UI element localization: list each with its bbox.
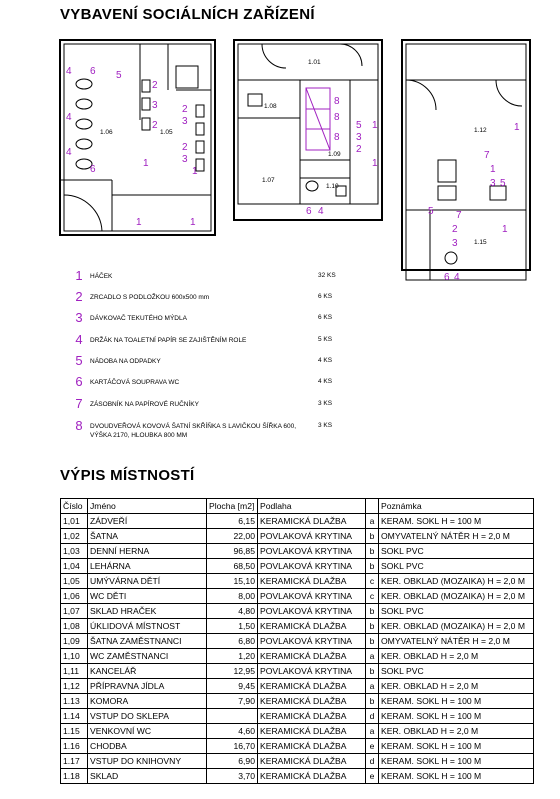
table-cell: 68,50 — [207, 559, 258, 574]
legend-quantity: 3 KS — [318, 400, 333, 407]
table-cell: SKLAD — [88, 769, 207, 784]
legend-quantity: 4 KS — [318, 378, 333, 385]
table-cell: WC ZAMĚSTNANCI — [88, 649, 207, 664]
svg-text:3: 3 — [452, 238, 458, 249]
table-cell: KERAM. SOKL H = 100 M — [379, 739, 534, 754]
legend-item — [70, 420, 370, 446]
svg-text:3: 3 — [356, 132, 362, 143]
table-cell: c — [366, 574, 379, 589]
table-cell: KERAMICKÁ DLAŽBA — [258, 724, 366, 739]
legend-number: 1 — [75, 268, 83, 283]
table-cell: 1.15 — [61, 724, 88, 739]
table-cell: 1.18 — [61, 769, 88, 784]
svg-text:1: 1 — [372, 158, 378, 169]
table-cell: a — [366, 514, 379, 529]
table-cell: 22,00 — [207, 529, 258, 544]
table-cell: 1.16 — [61, 739, 88, 754]
table-cell: KERAMICKÁ DLAŽBA — [258, 754, 366, 769]
table-cell: LEHÁRNA — [88, 559, 207, 574]
table-cell: KERAMICKÁ DLAŽBA — [258, 514, 366, 529]
legend-item — [70, 355, 370, 373]
table-cell: SOKL PVC — [379, 559, 534, 574]
table-cell: b — [366, 694, 379, 709]
table-cell: PŘÍPRAVNA JÍDLA — [88, 679, 207, 694]
table-cell: c — [366, 589, 379, 604]
table-cell: b — [366, 619, 379, 634]
room-label-106: 1.06 — [100, 129, 113, 136]
header-cell: Jméno — [88, 499, 207, 514]
table-cell: b — [366, 604, 379, 619]
table-cell: KERAMICKÁ DLAŽBA — [258, 619, 366, 634]
legend-description: HÁČEK — [90, 273, 113, 280]
equipment-title: VYBAVENÍ SOCIÁLNÍCH ZAŘÍZENÍ — [60, 6, 315, 23]
table-row — [61, 694, 534, 709]
table-cell: d — [366, 709, 379, 724]
table-cell: ZÁDVEŘÍ — [88, 514, 207, 529]
table-cell: 1,12 — [61, 679, 88, 694]
table-cell: 7,90 — [207, 694, 258, 709]
svg-text:1: 1 — [514, 122, 520, 133]
table-cell: a — [366, 679, 379, 694]
legend-quantity: 5 KS — [318, 336, 333, 343]
svg-text:2: 2 — [152, 80, 158, 91]
table-cell: KERAMICKÁ DLAŽBA — [258, 574, 366, 589]
table-row — [61, 724, 534, 739]
svg-text:5: 5 — [116, 70, 122, 81]
legend-number: 7 — [75, 396, 83, 411]
svg-text:1: 1 — [192, 166, 198, 177]
table-cell: POVLAKOVÁ KRYTINA — [258, 634, 366, 649]
table-row — [61, 679, 534, 694]
table-cell: 1,07 — [61, 604, 88, 619]
legend-quantity: 4 KS — [318, 357, 333, 364]
legend-number: 3 — [75, 310, 83, 325]
svg-text:3: 3 — [182, 154, 188, 165]
legend-quantity: 32 KS — [318, 272, 336, 279]
svg-text:6: 6 — [90, 164, 96, 175]
table-row — [61, 589, 534, 604]
table-cell: DENNÍ HERNA — [88, 544, 207, 559]
room-label-108: 1.08 — [264, 103, 277, 110]
table-cell: SKLAD HRAČEK — [88, 604, 207, 619]
table-cell: 1,11 — [61, 664, 88, 679]
svg-text:1: 1 — [502, 224, 508, 235]
svg-text:8: 8 — [334, 112, 340, 123]
table-cell: 6,15 — [207, 514, 258, 529]
table-cell: 4,60 — [207, 724, 258, 739]
svg-text:8: 8 — [334, 96, 340, 107]
table-cell: OMYVATELNÝ NÁTĚR H = 2,0 M — [379, 634, 534, 649]
svg-text:2: 2 — [152, 120, 158, 131]
table-cell: ŠATNA — [88, 529, 207, 544]
table-cell: KERAM. SOKL H = 100 M — [379, 769, 534, 784]
table-cell — [207, 709, 258, 724]
table-cell: KERAMICKÁ DLAŽBA — [258, 769, 366, 784]
table-cell: b — [366, 664, 379, 679]
table-cell: KERAMICKÁ DLAŽBA — [258, 649, 366, 664]
table-row — [61, 664, 534, 679]
legend-description: ZRCADLO S PODLOŽKOU 600x500 mm — [90, 294, 210, 301]
table-cell: KERAM. SOKL H = 100 M — [379, 694, 534, 709]
table-cell: KANCELÁŘ — [88, 664, 207, 679]
table-cell: SOKL PVC — [379, 664, 534, 679]
table-cell: KER. OBKLAD (MOZAIKA) H = 2,0 M — [379, 574, 534, 589]
table-cell: 96,85 — [207, 544, 258, 559]
svg-text:4: 4 — [454, 272, 460, 283]
legend-description: DÁVKOVAČ TEKUTÉHO MÝDLA — [90, 315, 187, 322]
table-cell: KOMORA — [88, 694, 207, 709]
svg-text:2: 2 — [356, 144, 362, 155]
table-row — [61, 739, 534, 754]
table-cell: d — [366, 754, 379, 769]
table-cell: 1,20 — [207, 649, 258, 664]
table-cell: KER. OBKLAD H = 2,0 M — [379, 679, 534, 694]
table-cell: ÚKLIDOVÁ MÍSTNOST — [88, 619, 207, 634]
table-cell: KER. OBKLAD H = 2,0 M — [379, 649, 534, 664]
table-cell: 1,08 — [61, 619, 88, 634]
table-cell: VENKOVNÍ WC — [88, 724, 207, 739]
svg-text:3: 3 — [152, 100, 158, 111]
legend-item — [70, 291, 370, 309]
table-cell: POVLAKOVÁ KRYTINA — [258, 604, 366, 619]
svg-text:5: 5 — [428, 206, 434, 217]
table-cell: KERAMICKÁ DLAŽBA — [258, 679, 366, 694]
svg-text:2: 2 — [182, 142, 188, 153]
table-cell: VSTUP DO SKLEPA — [88, 709, 207, 724]
table-cell: 8,00 — [207, 589, 258, 604]
table-cell: SOKL PVC — [379, 604, 534, 619]
legend-description: ZÁSOBNÍK NA PAPÍROVÉ RUČNÍKY — [90, 401, 199, 408]
table-cell: WC DĚTI — [88, 589, 207, 604]
legend-number: 2 — [75, 289, 83, 304]
svg-text:3: 3 — [182, 116, 188, 127]
table-cell: 1,03 — [61, 544, 88, 559]
table-cell: 12,95 — [207, 664, 258, 679]
table-cell: b — [366, 529, 379, 544]
table-cell: 1,09 — [61, 634, 88, 649]
legend-item — [70, 312, 370, 330]
svg-text:4: 4 — [66, 66, 72, 77]
legend-item — [70, 398, 370, 416]
legend-quantity: 6 KS — [318, 293, 333, 300]
table-cell: 9,45 — [207, 679, 258, 694]
header-cell: Podlaha — [258, 499, 366, 514]
plan-3-outline — [402, 40, 530, 270]
room-label-101: 1.01 — [308, 59, 321, 66]
legend-description: DRŽÁK NA TOALETNÍ PAPÍR SE ZAJIŠTĚNÍM ROLE — [90, 337, 247, 344]
svg-text:6: 6 — [306, 206, 312, 217]
table-cell: 1,50 — [207, 619, 258, 634]
table-cell: 1.17 — [61, 754, 88, 769]
legend-number: 5 — [75, 353, 83, 368]
table-cell: POVLAKOVÁ KRYTINA — [258, 559, 366, 574]
table-cell: 3,70 — [207, 769, 258, 784]
table-cell: b — [366, 559, 379, 574]
table-cell: KER. OBKLAD (MOZAIKA) H = 2,0 M — [379, 619, 534, 634]
table-row — [61, 619, 534, 634]
svg-text:4: 4 — [66, 147, 72, 158]
header-cell: Poznámka — [379, 499, 534, 514]
legend-quantity: 6 KS — [318, 314, 333, 321]
table-cell: SOKL PVC — [379, 544, 534, 559]
table-cell: e — [366, 739, 379, 754]
rooms-table — [60, 498, 534, 784]
legend-quantity: 3 KS — [318, 422, 333, 429]
table-row — [61, 529, 534, 544]
table-row — [61, 709, 534, 724]
table-row — [61, 574, 534, 589]
svg-text:5: 5 — [500, 178, 506, 189]
table-row — [61, 544, 534, 559]
table-cell: e — [366, 769, 379, 784]
equipment-markers — [66, 66, 520, 283]
svg-text:7: 7 — [484, 150, 490, 161]
legend-item — [70, 270, 370, 288]
svg-text:7: 7 — [456, 210, 462, 221]
legend-item — [70, 376, 370, 394]
svg-text:8: 8 — [334, 132, 340, 143]
svg-text:4: 4 — [66, 112, 72, 123]
svg-text:5: 5 — [356, 120, 362, 131]
room-label-110: 1.10 — [326, 183, 339, 190]
table-row — [61, 634, 534, 649]
svg-text:2: 2 — [452, 224, 458, 235]
svg-text:1: 1 — [136, 217, 142, 228]
svg-text:1: 1 — [372, 120, 378, 131]
table-cell: POVLAKOVÁ KRYTINA — [258, 664, 366, 679]
table-row — [61, 514, 534, 529]
table-cell: KER. OBKLAD (MOZAIKA) H = 2,0 M — [379, 589, 534, 604]
table-cell: 1,01 — [61, 514, 88, 529]
table-cell: 1.13 — [61, 694, 88, 709]
svg-text:2: 2 — [182, 104, 188, 115]
legend-description: DVOUDVEŘOVÁ KOVOVÁ ŠATNÍ SKŘÍŇKA S LAVIČKOU ŠÍŘKA 600, VÝŠKA 2170, HLOUBKA 800 MM — [90, 423, 297, 439]
table-cell: POVLAKOVÁ KRYTINA — [258, 544, 366, 559]
room-label-105: 1.05 — [160, 129, 173, 136]
svg-text:6: 6 — [444, 272, 450, 283]
room-label-112: 1.12 — [474, 127, 487, 134]
table-cell: a — [366, 724, 379, 739]
rooms-title: VÝPIS MÍSTNOSTÍ — [60, 467, 195, 484]
table-cell: b — [366, 634, 379, 649]
table-cell: KERAMICKÁ DLAŽBA — [258, 709, 366, 724]
table-cell: KERAM. SOKL H = 100 M — [379, 754, 534, 769]
table-cell: 1.14 — [61, 709, 88, 724]
table-cell: b — [366, 544, 379, 559]
legend-number: 8 — [75, 418, 83, 433]
table-cell: 1,10 — [61, 649, 88, 664]
table-cell: KERAMICKÁ DLAŽBA — [258, 694, 366, 709]
svg-text:1: 1 — [190, 217, 196, 228]
svg-text:1: 1 — [143, 158, 149, 169]
table-cell: KERAM. SOKL H = 100 M — [379, 709, 534, 724]
room-label-109: 1.09 — [328, 151, 341, 158]
svg-text:6: 6 — [90, 66, 96, 77]
table-row — [61, 559, 534, 574]
table-cell: 1,05 — [61, 574, 88, 589]
table-cell: 16,70 — [207, 739, 258, 754]
table-cell: UMÝVÁRNA DĚTÍ — [88, 574, 207, 589]
plan-1-outline — [60, 40, 215, 235]
table-cell: KERAM. SOKL H = 100 M — [379, 514, 534, 529]
room-label-107: 1.07 — [262, 177, 275, 184]
svg-text:3: 3 — [490, 178, 496, 189]
legend-number: 6 — [75, 374, 83, 389]
header-cell: Plocha [m2] — [207, 499, 258, 514]
table-cell: 1,04 — [61, 559, 88, 574]
svg-text:1: 1 — [490, 164, 496, 175]
table-cell: 4,80 — [207, 604, 258, 619]
table-row — [61, 649, 534, 664]
header-cell: Číslo — [61, 499, 88, 514]
table-cell: 1,06 — [61, 589, 88, 604]
legend-description: NÁDOBA NA ODPADKY — [90, 358, 161, 365]
table-cell: 6,80 — [207, 634, 258, 649]
table-cell: VSTUP DO KNIHOVNY — [88, 754, 207, 769]
table-cell: a — [366, 649, 379, 664]
table-cell: KERAMICKÁ DLAŽBA — [258, 739, 366, 754]
table-row — [61, 754, 534, 769]
table-cell: 15,10 — [207, 574, 258, 589]
legend-description: KARTÁČOVÁ SOUPRAVA WC — [90, 379, 180, 386]
table-cell: POVLAKOVÁ KRYTINA — [258, 589, 366, 604]
table-cell: OMYVATELNÝ NÁTĚR H = 2,0 M — [379, 529, 534, 544]
table-row — [61, 604, 534, 619]
table-cell: 6,90 — [207, 754, 258, 769]
room-label-115: 1.15 — [474, 239, 487, 246]
table-cell: POVLAKOVÁ KRYTINA — [258, 529, 366, 544]
header-cell — [366, 499, 379, 514]
legend-number: 4 — [75, 332, 83, 347]
table-cell: ŠATNA ZAMĚSTNANCI — [88, 634, 207, 649]
table-cell: CHODBA — [88, 739, 207, 754]
legend-item — [70, 334, 370, 352]
table-cell: KER. OBKLAD H = 2,0 M — [379, 724, 534, 739]
table-cell: 1,02 — [61, 529, 88, 544]
table-header-row — [61, 499, 534, 514]
table-row — [61, 769, 534, 784]
svg-text:4: 4 — [318, 206, 324, 217]
